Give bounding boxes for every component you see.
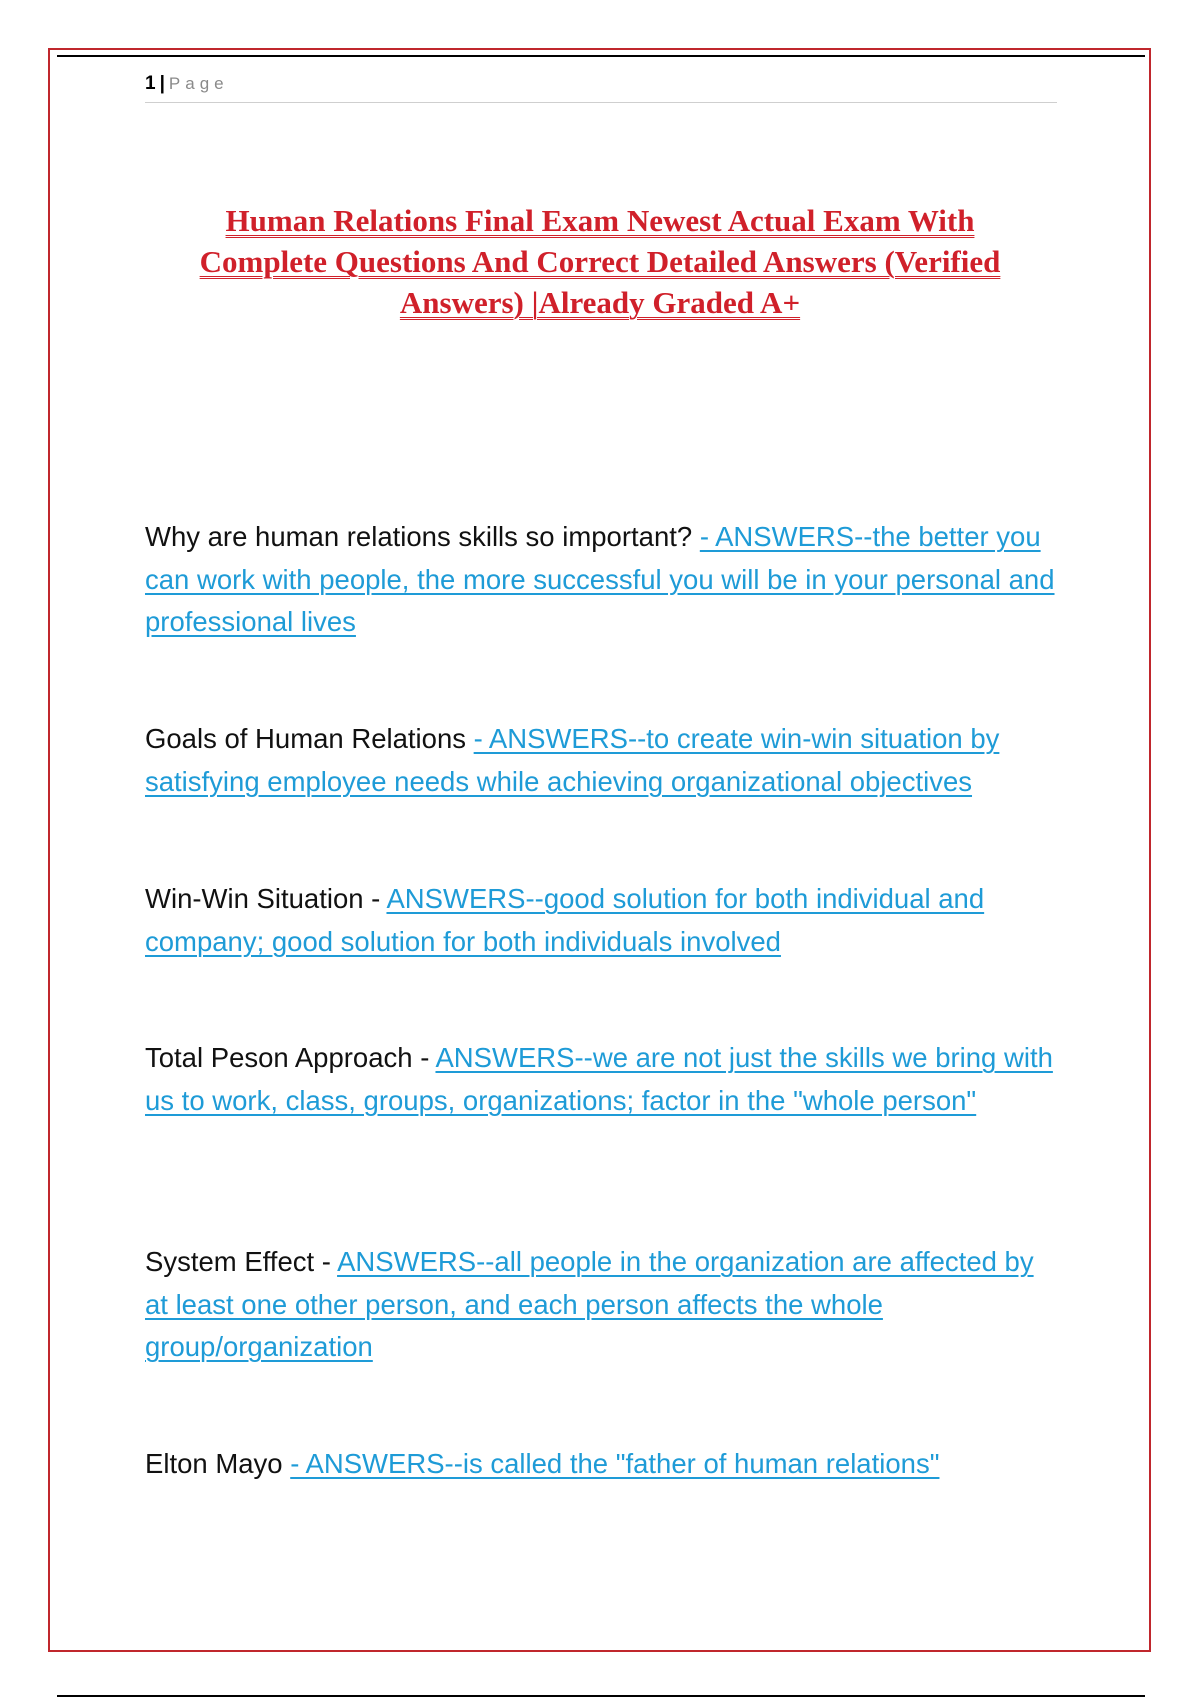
qa-answer: ANSWERS--all people in the organization are affected by at least one other person, and each person affects the whole group/organization <box>145 1246 1034 1362</box>
qa-answer: - ANSWERS--is called the "father of human relations" <box>290 1448 940 1479</box>
qa-item <box>145 1443 1060 1486</box>
page-number: 1 <box>145 73 156 94</box>
page-separator: | <box>159 73 165 94</box>
qa-item <box>145 1241 1060 1369</box>
qa-answer: - ANSWERS--the better you can work with people, the more successful you will be in your personal and professional lives <box>145 521 1055 637</box>
document-title: Human Relations Final Exam Newest Actual Exam With Complete Questions And Correct Detailed Answers (Verified Answers) |Already Graded A+ <box>199 203 1001 320</box>
qa-question: Total Peson Approach - <box>145 1042 436 1073</box>
qa-question: System Effect - <box>145 1246 338 1277</box>
qa-item <box>145 1037 1060 1122</box>
qa-answer: ANSWERS--good solution for both individual and company; good solution for both individuals involved <box>145 883 985 957</box>
qa-answer: ANSWERS--we are not just the skills we bring with us to work, class, groups, organizations; factor in the "whole person" <box>145 1042 1053 1116</box>
bottom-rule <box>57 1695 1145 1697</box>
qa-question: Elton Mayo <box>145 1448 291 1479</box>
page-header <box>145 70 1057 103</box>
qa-item <box>145 516 1060 644</box>
qa-question: Goals of Human Relations <box>145 723 474 754</box>
qa-question: Win-Win Situation - <box>145 883 387 914</box>
qa-item <box>145 878 1060 963</box>
qa-answer: - ANSWERS--to create win-win situation by satisfying employee needs while achieving organizational objectives <box>145 723 1000 797</box>
page-word: Page <box>168 74 229 93</box>
qa-item <box>145 718 1060 803</box>
qa-question: Why are human relations skills so important? <box>145 521 700 552</box>
